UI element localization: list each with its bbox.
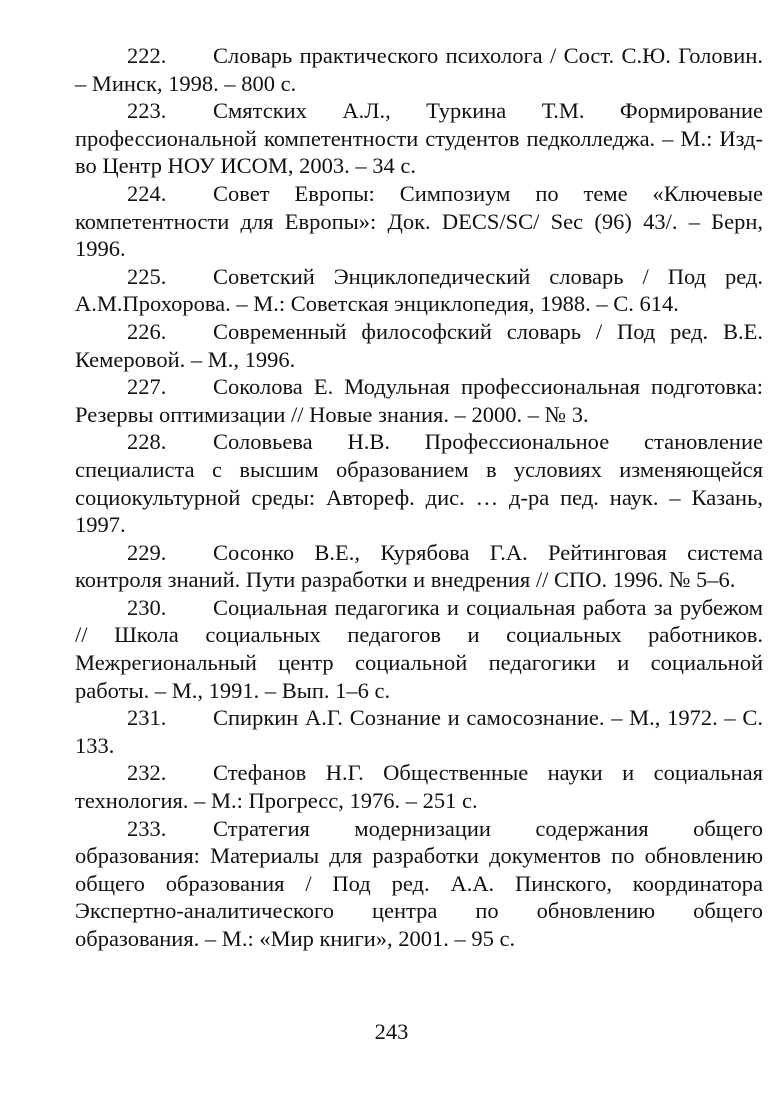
bibliography-entry-225 <box>75 263 763 318</box>
bibliography-entry-230 <box>75 594 763 704</box>
entry-text: Стефанов Н.Г. Общественные науки и социальная технология. – М.: Прогресс, 1976. – 251 с. <box>75 760 763 814</box>
bibliography-list <box>75 42 763 953</box>
entry-number: 225. <box>127 263 167 289</box>
entry-number: 226. <box>127 318 167 344</box>
bibliography-entry-227 <box>75 373 763 428</box>
entry-number: 233. <box>127 815 167 841</box>
entry-number: 224. <box>127 180 167 206</box>
bibliography-entry-232 <box>75 759 763 814</box>
bibliography-entry-228 <box>75 428 763 538</box>
entry-number: 223. <box>127 98 167 124</box>
entry-text: Совет Европы: Симпозиум по теме «Ключевые компетентности для Европы»: Док. DECS/SC/ Sec (96) 43/. – Берн, 1996. <box>75 180 763 262</box>
bibliography-entry-223 <box>75 97 763 180</box>
bibliography-entry-233 <box>75 815 763 953</box>
bibliography-entry-231 <box>75 704 763 759</box>
entry-text: Сосонко В.Е., Курябова Г.А. Рейтинговая система контроля знаний. Пути разработки и внедрения // СПО. 1996. № 5–6. <box>75 539 763 593</box>
entry-number: 230. <box>127 594 167 620</box>
entry-number: 231. <box>127 705 167 731</box>
entry-text: Смятских А.Л., Туркина Т.М. Формирование профессиональной компетентности студентов педколледжа. – М.: Изд-во Центр НОУ ИСОМ, 2003. – 34 с. <box>75 98 763 179</box>
entry-number: 228. <box>127 429 167 455</box>
entry-number: 222. <box>127 43 167 68</box>
entry-text: Советский Энциклопедический словарь / Под ред. А.М.Прохорова. – М.: Советская энциклопедия, 1988. – С. 614. <box>75 263 763 317</box>
entry-text: Соколова Е. Модульная профессиональная подготовка: Резервы оптимизации // Новые знания. – 2000. – № 3. <box>75 374 763 427</box>
entry-text: Социальная педагогика и социальная работа за рубежом // Школа социальных педагогов и социальных работников. Межрегиональный центр социальной педагогики и социальной работы. – М., 1991. – Вып. 1–6 с. <box>75 594 763 703</box>
bibliography-entry-224 <box>75 180 763 263</box>
entry-text: Соловьева Н.В. Профессиональное становление специалиста с высшим образованием в условиях изменяющейся социокультурной среды: Автореф. дис. … д-ра пед. наук. – Казань, 1997. <box>75 429 763 538</box>
entry-text: Словарь практического психолога / Сост. С.Ю. Головин. – Минск, 1998. – 800 с. <box>75 43 763 96</box>
bibliography-entry-226 <box>75 318 763 373</box>
entry-text: Современный философский словарь / Под ред. В.Е. Кемеровой. – М., 1996. <box>75 318 763 372</box>
entry-number: 232. <box>127 760 167 786</box>
bibliography-entry-222 <box>75 42 763 97</box>
entry-text: Стратегия модернизации содержания общего образования: Материалы для разработки документов по обновлению общего образования / Под ред. А.А. Пинского, координатора Экспертно-аналитического центра по обновлению общего образования. – М.: «Мир книги», 2001. – 95 с. <box>75 815 763 951</box>
bibliography-entry-229 <box>75 539 763 594</box>
entry-number: 227. <box>127 374 167 400</box>
entry-number: 229. <box>127 539 167 565</box>
entry-text: Спиркин А.Г. Сознание и самосознание. – М., 1972. – С. 133. <box>75 705 763 758</box>
page-number: 243 <box>374 1019 409 1044</box>
